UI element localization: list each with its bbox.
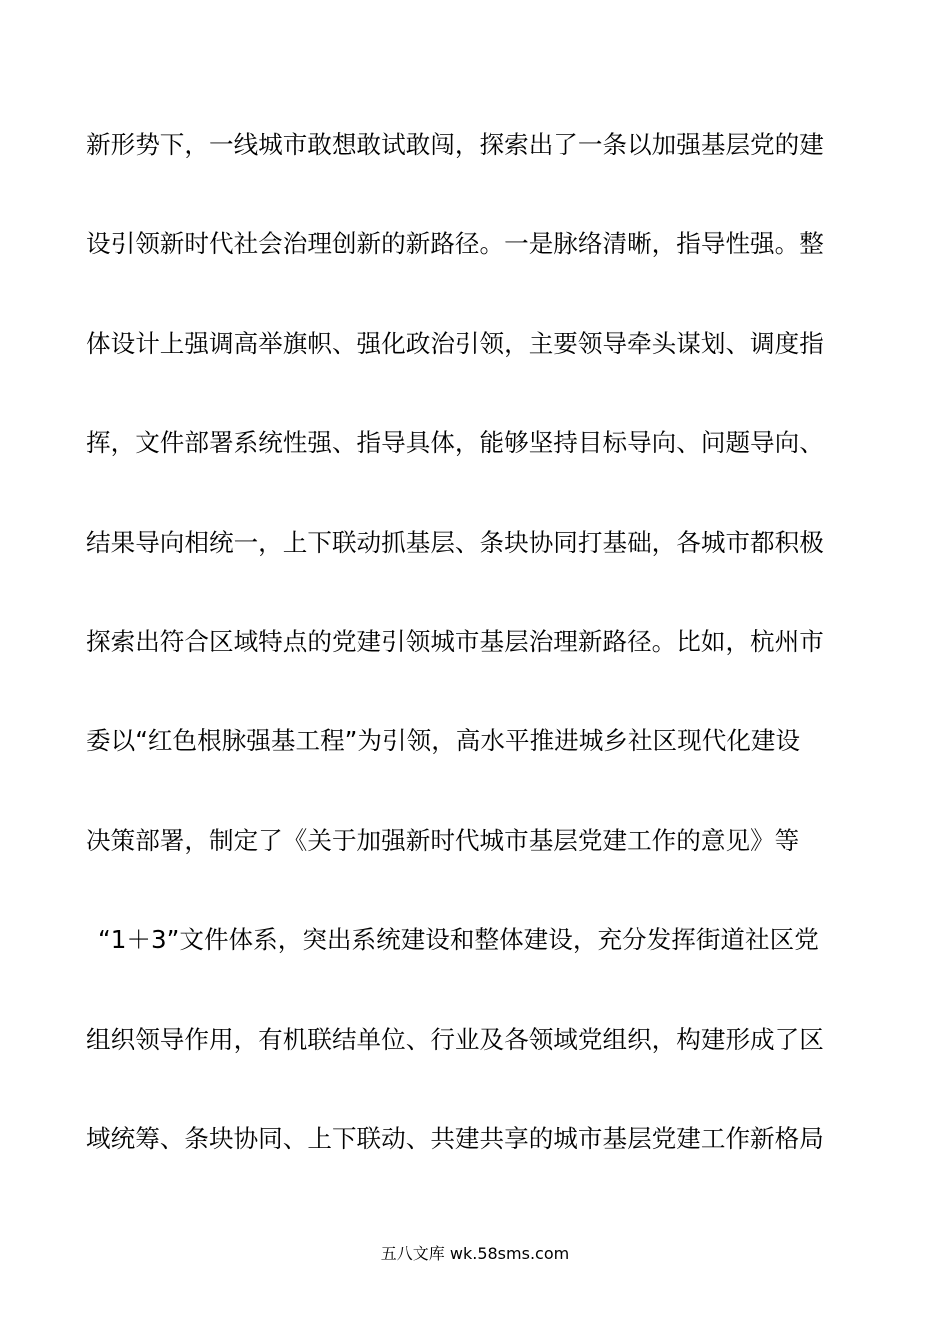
text-line: 结果导向相统一，上下联动抓基层、条块协同打基础，各城市都积极 xyxy=(86,527,824,557)
text-line: 决策部署，制定了《关于加强新时代城市基层党建工作的意见》等 xyxy=(86,825,800,855)
text-line: 探索出符合区域特点的党建引领城市基层治理新路径。比如，杭州市 xyxy=(86,626,824,656)
text-line: 设引领新时代社会治理创新的新路径。一是脉络清晰，指导性强。整 xyxy=(86,229,824,259)
text-line: 组织领导作用，有机联结单位、行业及各领域党组织，构建形成了区 xyxy=(86,1024,824,1054)
body-text xyxy=(86,118,866,1211)
text-line: 委以“红色根脉强基工程”为引领，高水平推进城乡社区现代化建设 xyxy=(86,726,801,756)
page-footer: 五八文库 wk.58sms.com xyxy=(380,1244,570,1263)
text-line: 挥，文件部署系统性强、指导具体，能够坚持目标导向、问题导向、 xyxy=(86,428,824,458)
text-line: 体设计上强调高举旗帜、强化政治引领，主要领导牵头谋划、调度指 xyxy=(86,328,824,358)
text-line: 新形势下，一线城市敢想敢试敢闯，探索出了一条以加强基层党的建 xyxy=(86,130,824,159)
text-line: “1＋3”文件体系，突出系统建设和整体建设，充分发挥街道社区党 xyxy=(98,925,819,955)
text-line: 域统筹、条块协同、上下联动、共建共享的城市基层党建工作新格局 xyxy=(86,1123,824,1153)
